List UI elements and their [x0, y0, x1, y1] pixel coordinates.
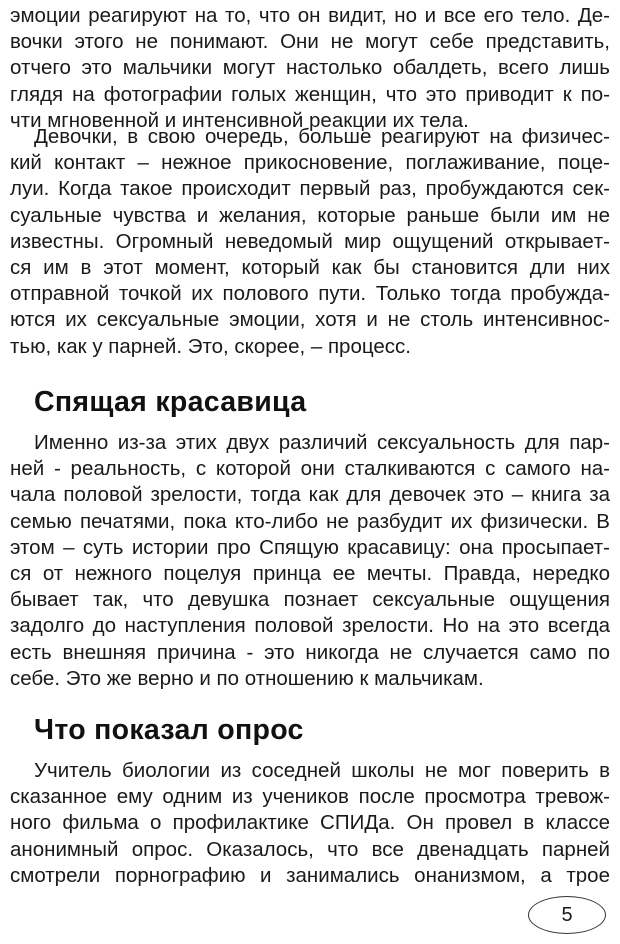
- text-line: Именно из-за этих двух различий сексуальность для пар-: [34, 431, 610, 454]
- text-line: Девочки, в свою очередь, больше реагируют на физичес-: [34, 125, 610, 148]
- text-line: ся им в этот момент, который как бы становится дли них: [10, 255, 610, 279]
- text-line: ней - реальность, с которой они сталкиваются с самого на-: [10, 457, 610, 481]
- paragraph-2: [10, 124, 610, 360]
- text-line: известны. Огромный неведомый мир ощущений открываeт-: [10, 229, 610, 253]
- text-line: вочки этого не понимают. Они не могут себе представить,: [10, 30, 610, 54]
- text-line: ются их сексуальные эмоции, хотя и не столь интенсивнос-: [10, 308, 610, 332]
- text-line: бывает так, что девушка познает сексуальные ощущения: [10, 588, 610, 612]
- text-line: отправной точкой их полового пути. Только тогда пробужда-: [10, 282, 610, 306]
- text-line: ся от нежного поцелуя принца ее мечты. Правда, нередко: [10, 561, 610, 585]
- text-line: чала половой зрелости, тогда как для девочек это – книга за: [10, 483, 610, 507]
- text-line: анонимный опрос. Оказалось, что все двенадцать парней: [10, 837, 610, 861]
- text-line: сказанное ему одним из учеников после просмотра тревож-: [10, 785, 610, 809]
- text-line: кий контакт – нежное прикосновение, поглаживание, поце-: [10, 151, 610, 175]
- text-line: суальные чувства и желания, которые раньше были им не: [10, 203, 610, 227]
- text-line: Учитель биологии из соседней школы не мог поверить в: [34, 759, 610, 782]
- text-line: есть внешняя причина - это никогда не случается само по: [10, 640, 610, 664]
- text-line: эмоции реагируют на то, что он видит, но и все его тело. Де-: [10, 4, 610, 27]
- text-line: луи. Когда такое происходит первый раз, пробуждаются сек-: [10, 177, 610, 201]
- text-line: чти мгновенной и интенсивной реакции их тела.: [10, 108, 469, 132]
- text-line: смотрели порнографию и занимались онанизмом, а трое: [10, 863, 610, 887]
- paragraph-1: [10, 3, 610, 134]
- paragraph-4: [10, 758, 610, 889]
- text-line: отчего это мальчики могут настолько обалдеть, всего лишь: [10, 56, 610, 80]
- text-line: глядя на фотографии голых женщин, что это приводит к по-: [10, 82, 610, 106]
- section-heading-sleeping-beauty: Спящая красавица: [34, 386, 307, 418]
- text-line: себе. Это же верно и по отношению к мальчикам.: [10, 666, 484, 690]
- paragraph-3: [10, 430, 610, 692]
- text-line: этом – суть истории про Спящую красавицу: она просыпает-: [10, 535, 610, 559]
- text-line: семью печатями, пока кто-либо не разбудит их физически. В: [10, 509, 610, 533]
- text-line: ного фильма о профилактике СПИДа. Он провел в классе: [10, 811, 610, 835]
- page-number: 5: [561, 904, 573, 926]
- section-heading-survey: Что показал опрос: [34, 714, 304, 746]
- text-line: задолго до наступления половой зрелости. Но на это всегда: [10, 614, 610, 638]
- text-line: тью, как у парней. Это, скорее, – процесс.: [10, 334, 411, 358]
